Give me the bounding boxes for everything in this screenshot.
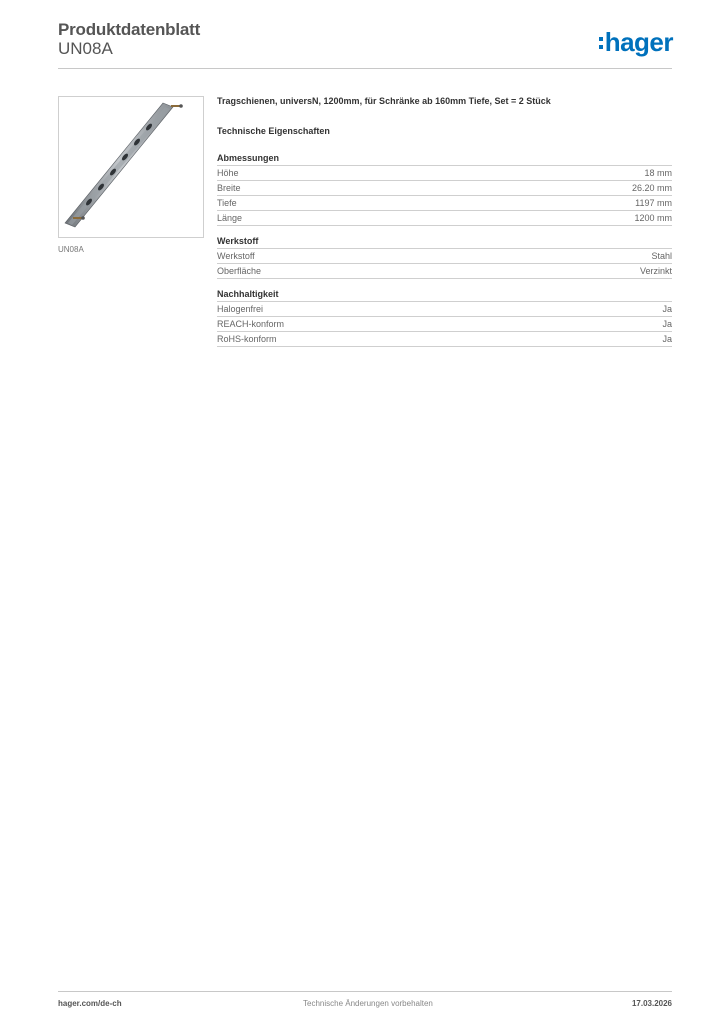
section-title: Technische Eigenschaften bbox=[217, 126, 330, 136]
group-title: Nachhaltigkeit bbox=[217, 289, 672, 302]
logo-text: hager bbox=[604, 27, 673, 57]
row-value: 1197 mm bbox=[635, 198, 672, 208]
table-row bbox=[217, 181, 672, 196]
table-row bbox=[217, 249, 672, 264]
row-label: Tiefe bbox=[217, 198, 237, 208]
table-row bbox=[217, 211, 672, 226]
product-image bbox=[58, 96, 204, 238]
table-row bbox=[217, 264, 672, 279]
row-label: RoHS-konform bbox=[217, 334, 277, 344]
row-label: Halogenfrei bbox=[217, 304, 264, 314]
logo-dots-icon bbox=[599, 37, 603, 49]
product-description: Tragschienen, universN, 1200mm, für Schränke ab 160mm Tiefe, Set = 2 Stück bbox=[217, 96, 551, 106]
header-divider bbox=[58, 68, 672, 69]
table-row bbox=[217, 166, 672, 181]
group-abmessungen bbox=[217, 153, 672, 226]
group-title: Werkstoff bbox=[217, 236, 672, 249]
footer-notice: Technische Änderungen vorbehalten bbox=[303, 999, 433, 1008]
group-title: Abmessungen bbox=[217, 153, 672, 166]
row-label: Höhe bbox=[217, 168, 239, 178]
footer-divider bbox=[58, 991, 672, 992]
row-label: REACH-konform bbox=[217, 319, 285, 329]
row-value: Ja bbox=[662, 304, 672, 314]
hager-logo bbox=[599, 27, 673, 58]
row-value: 1200 mm bbox=[634, 213, 672, 223]
row-value: Ja bbox=[662, 334, 672, 344]
footer-date: 17.03.2026 bbox=[631, 999, 672, 1008]
table-row bbox=[217, 317, 672, 332]
row-value: Ja bbox=[662, 319, 672, 329]
group-werkstoff bbox=[217, 236, 672, 279]
product-details bbox=[217, 96, 672, 357]
group-nachhaltigkeit bbox=[217, 289, 672, 347]
document-title: Produktdatenblatt bbox=[58, 20, 201, 39]
row-label: Werkstoff bbox=[217, 251, 255, 261]
image-caption: UN08A bbox=[58, 245, 84, 254]
table-row bbox=[217, 196, 672, 211]
table-row bbox=[217, 332, 672, 347]
product-code: UN08A bbox=[58, 39, 113, 58]
row-value: 18 mm bbox=[644, 168, 672, 178]
row-value: Stahl bbox=[651, 251, 672, 261]
footer-website-link[interactable]: hager.com/de-ch bbox=[58, 999, 122, 1008]
row-value: 26.20 mm bbox=[631, 183, 672, 193]
row-label: Länge bbox=[217, 213, 243, 223]
row-label: Breite bbox=[217, 183, 241, 193]
row-value: Verzinkt bbox=[639, 266, 672, 276]
row-label: Oberfläche bbox=[217, 266, 262, 276]
table-row bbox=[217, 302, 672, 317]
din-rail-icon bbox=[59, 97, 203, 237]
